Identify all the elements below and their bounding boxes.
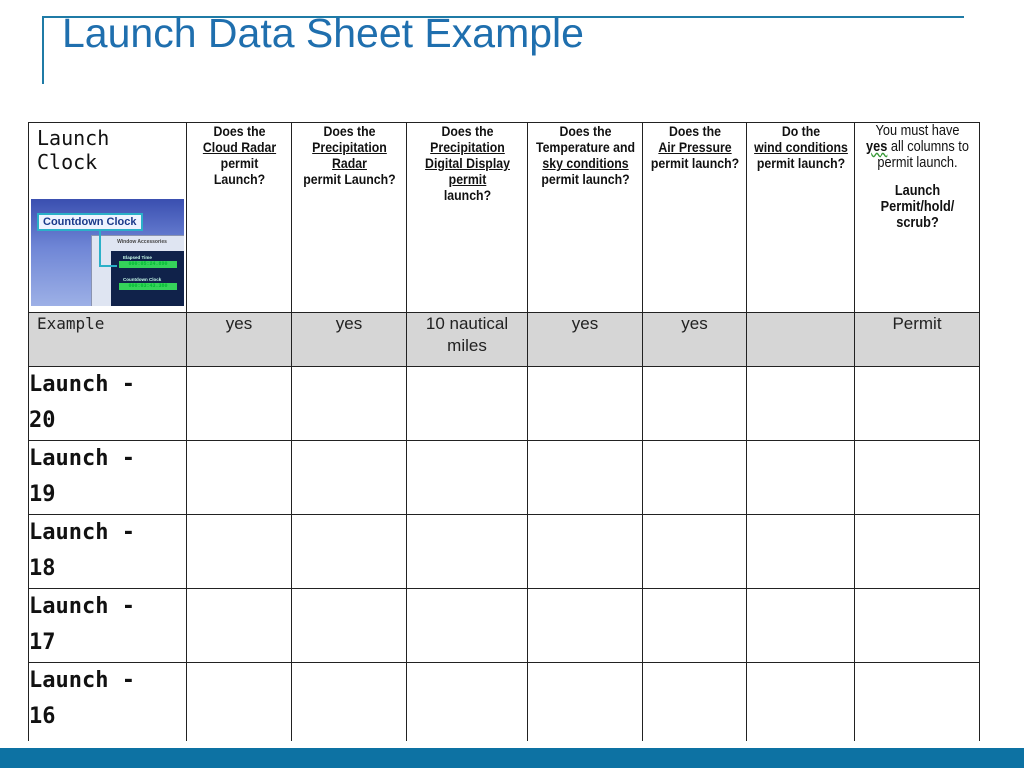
entry-cell[interactable]	[528, 515, 643, 589]
entry-cell[interactable]	[747, 589, 855, 663]
header-emphasis: yes	[865, 139, 887, 155]
slide-title: Launch Data Sheet Example	[62, 10, 584, 56]
title-accent-vertical-line	[42, 16, 44, 84]
header-text: Does the	[212, 123, 266, 139]
launch-clock-header-cell	[29, 123, 187, 313]
header-emphasis: sky conditions	[541, 155, 629, 171]
entry-cell[interactable]	[407, 367, 528, 441]
header-cloud-radar	[193, 123, 285, 313]
row-label-text: Launch -	[29, 372, 135, 397]
row-label-number: 17	[29, 630, 56, 655]
header-temperature-sky	[534, 123, 635, 313]
entry-cell[interactable]	[855, 367, 980, 441]
entry-cell[interactable]	[855, 663, 980, 741]
elapsed-time-label: Elapsed Time	[123, 255, 152, 260]
header-text: Do the	[781, 123, 820, 139]
row-label-text: Launch -	[29, 520, 135, 545]
entry-cell[interactable]	[747, 367, 855, 441]
example-cell: yes	[292, 313, 407, 367]
row-label-text: Launch -	[29, 594, 135, 619]
header-emphasis: Air Pressure	[657, 139, 732, 155]
callout-pointer-arrow	[99, 265, 117, 267]
header-text: You must have	[875, 123, 959, 139]
entry-cell[interactable]	[747, 515, 855, 589]
example-cell	[747, 313, 855, 367]
example-cell: yes	[528, 313, 643, 367]
entry-cell[interactable]	[643, 367, 747, 441]
row-label-number: 16	[29, 704, 56, 729]
row-label	[29, 515, 187, 589]
header-text: permit launch?	[540, 171, 630, 187]
header-precipitation-display	[414, 123, 520, 313]
header-text: Does the	[322, 123, 376, 139]
entry-cell[interactable]	[187, 441, 292, 515]
entry-cell[interactable]	[528, 663, 643, 741]
entry-cell[interactable]	[528, 441, 643, 515]
table-row	[29, 589, 980, 663]
entry-cell[interactable]	[292, 589, 407, 663]
header-emphasis: Cloud Radar	[202, 139, 276, 155]
callout-pointer	[99, 229, 101, 267]
row-label	[29, 663, 187, 741]
clock-window-menu: Window Accessories	[117, 239, 167, 245]
header-text: permit launch?	[756, 155, 845, 171]
entry-cell[interactable]	[528, 367, 643, 441]
entry-cell[interactable]	[292, 663, 407, 741]
header-air-pressure	[649, 123, 741, 313]
entry-cell[interactable]	[407, 515, 528, 589]
example-cell: Permit	[855, 313, 980, 367]
elapsed-time-value: 000:05:24.890	[119, 261, 177, 268]
launch-data-table	[28, 122, 980, 741]
entry-cell[interactable]	[855, 589, 980, 663]
entry-cell[interactable]	[643, 663, 747, 741]
entry-cell[interactable]	[855, 515, 980, 589]
entry-cell[interactable]	[292, 441, 407, 515]
row-label	[29, 589, 187, 663]
example-cell: 10 nautical miles	[407, 313, 528, 367]
countdown-value: 000:03:43.380	[119, 283, 177, 290]
entry-cell[interactable]	[292, 367, 407, 441]
entry-cell[interactable]	[747, 663, 855, 741]
header-row	[29, 123, 980, 313]
entry-cell[interactable]	[187, 515, 292, 589]
countdown-clock-callout: Countdown Clock	[37, 213, 143, 231]
header-text: permit launch?	[650, 155, 739, 171]
row-label-number: 18	[29, 556, 56, 581]
header-emphasis: wind conditions	[753, 139, 848, 155]
entry-cell[interactable]	[187, 663, 292, 741]
entry-cell[interactable]	[187, 589, 292, 663]
entry-cell[interactable]	[292, 515, 407, 589]
header-text: Does the	[668, 123, 721, 139]
header-text: all columns to permit launch.	[876, 139, 969, 171]
row-label	[29, 441, 187, 515]
entry-cell[interactable]	[187, 367, 292, 441]
entry-cell[interactable]	[643, 441, 747, 515]
entry-cell[interactable]	[407, 589, 528, 663]
table-row	[29, 441, 980, 515]
row-label	[29, 367, 187, 441]
entry-cell[interactable]	[407, 663, 528, 741]
header-launch-decision	[862, 123, 972, 313]
row-label-text: Launch -	[29, 668, 135, 693]
header-text: launch?	[443, 187, 491, 203]
header-text: Does the Temperature and	[535, 123, 635, 155]
entry-cell[interactable]	[643, 589, 747, 663]
header-text: permit Launch?	[213, 155, 265, 187]
header-emphasis: Precipitation Digital Display permit	[424, 139, 510, 187]
countdown-clock-screenshot	[31, 199, 184, 306]
example-cell: yes	[643, 313, 747, 367]
entry-cell[interactable]	[528, 589, 643, 663]
entry-cell[interactable]	[643, 515, 747, 589]
header-text: permit Launch?	[302, 171, 396, 187]
entry-cell[interactable]	[855, 441, 980, 515]
table-row	[29, 367, 980, 441]
row-label-text: Launch -	[29, 446, 135, 471]
example-row	[29, 313, 980, 367]
header-text: Does the	[440, 123, 494, 139]
launch-clock-label: Launch Clock	[37, 126, 110, 174]
header-wind-conditions	[753, 123, 848, 313]
header-emphasis: Precipitation Radar	[311, 139, 387, 171]
table-row	[29, 663, 980, 741]
row-label-number: 20	[29, 408, 56, 433]
footer-bar	[0, 748, 1024, 768]
entry-cell[interactable]	[407, 441, 528, 515]
table-row	[29, 515, 980, 589]
row-label-number: 19	[29, 482, 56, 507]
example-cell: yes	[187, 313, 292, 367]
header-text: Launch Permit/hold/ scrub?	[880, 183, 954, 231]
header-precipitation-radar	[298, 123, 399, 313]
example-label: Example	[29, 313, 187, 367]
countdown-label: Countdown Clock	[123, 277, 162, 282]
entry-cell[interactable]	[747, 441, 855, 515]
